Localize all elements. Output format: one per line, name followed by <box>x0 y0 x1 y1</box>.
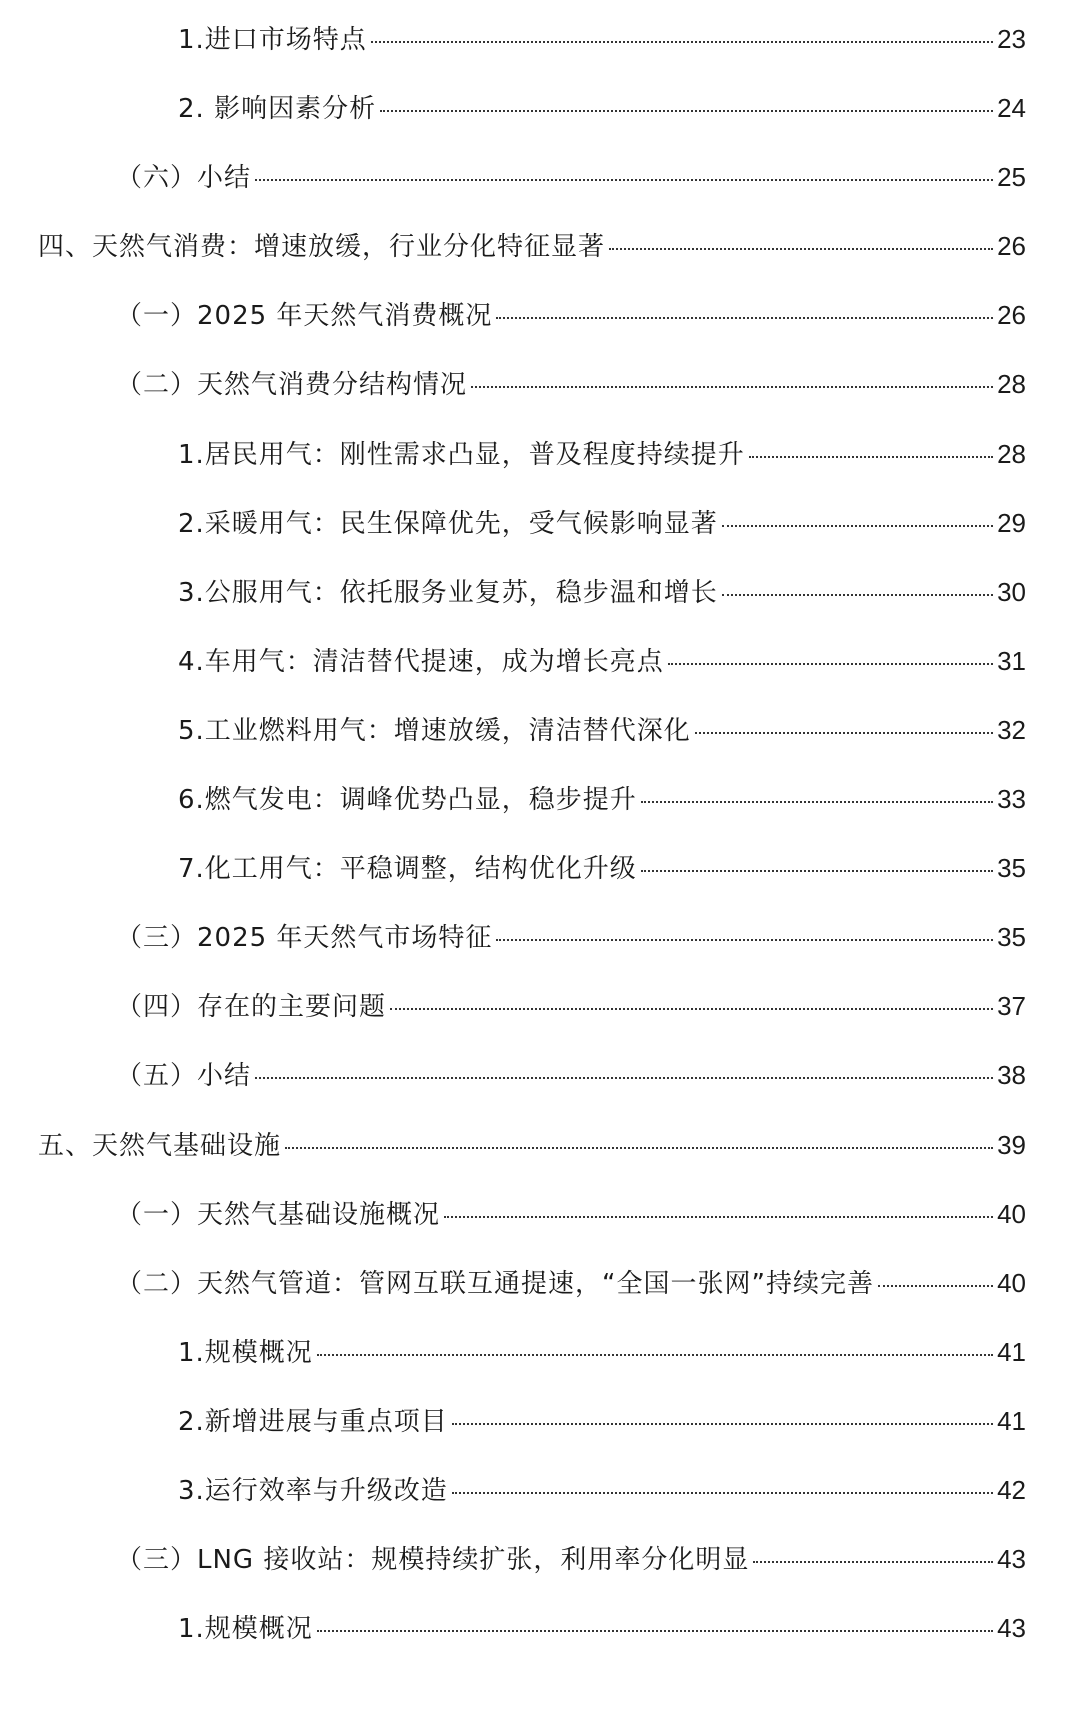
toc-dot-leader <box>641 801 993 803</box>
toc-entry-label: （二）天然气消费分结构情况 <box>116 370 468 401</box>
toc-entry[interactable] <box>0 641 1080 710</box>
toc-entry-label: （一）2025 年天然气消费概况 <box>116 301 493 332</box>
toc-page-number: 43 <box>997 1613 1026 1644</box>
toc-dot-leader <box>390 1008 993 1010</box>
toc-dot-leader <box>452 1492 993 1494</box>
toc-dot-leader <box>255 1077 993 1079</box>
toc-page-number: 26 <box>997 300 1026 331</box>
toc-entry-label: 1.规模概况 <box>178 1337 313 1368</box>
toc-dot-leader <box>371 41 993 43</box>
toc-page-number: 39 <box>997 1129 1026 1160</box>
toc-dot-leader <box>317 1630 993 1632</box>
toc-entry[interactable] <box>0 917 1080 986</box>
toc-page-number: 35 <box>997 922 1026 953</box>
toc-entry-label: 6.燃气发电：调峰优势凸显，稳步提升 <box>178 785 637 816</box>
toc-dot-leader <box>753 1561 993 1563</box>
toc-page-number: 29 <box>997 507 1026 538</box>
toc-entry[interactable] <box>0 295 1080 364</box>
toc-page-number: 26 <box>997 231 1026 262</box>
toc-dot-leader <box>496 317 993 319</box>
toc-entry-label: 四、天然气消费：增速放缓，行业分化特征显著 <box>38 232 606 263</box>
toc-dot-leader <box>878 1285 993 1287</box>
toc-dot-leader <box>722 594 993 596</box>
toc-entry-label: （三）2025 年天然气市场特征 <box>116 923 493 954</box>
toc-entry[interactable] <box>0 503 1080 572</box>
toc-page-number: 24 <box>997 93 1026 124</box>
toc-entry[interactable] <box>0 779 1080 848</box>
toc-dot-leader <box>695 732 993 734</box>
toc-page-number: 30 <box>997 576 1026 607</box>
toc-entry-label: 4.车用气：清洁替代提速，成为增长亮点 <box>178 646 664 677</box>
toc-dot-leader <box>255 179 993 181</box>
toc-page-number: 40 <box>997 1267 1026 1298</box>
toc-page-number: 25 <box>997 162 1026 193</box>
toc-page-number: 37 <box>997 991 1026 1022</box>
toc-dot-leader <box>668 663 993 665</box>
toc-page-number: 23 <box>997 24 1026 54</box>
toc-entry[interactable] <box>0 572 1080 641</box>
toc-dot-leader <box>609 248 993 250</box>
toc-entry[interactable] <box>0 364 1080 433</box>
toc-page-number: 43 <box>997 1544 1026 1575</box>
toc-page-number: 28 <box>997 438 1026 469</box>
toc-entry-label: （五）小结 <box>116 1061 252 1092</box>
toc-page-number: 32 <box>997 714 1026 745</box>
toc-entry[interactable] <box>0 1401 1080 1470</box>
toc-dot-leader <box>496 939 993 941</box>
toc-entry[interactable] <box>0 848 1080 917</box>
toc-entry-label: 五、天然气基础设施 <box>38 1130 282 1161</box>
toc-page-number: 38 <box>997 1060 1026 1091</box>
toc-entry[interactable] <box>0 434 1080 503</box>
toc-entry-label: （六）小结 <box>116 163 252 194</box>
toc-entry-label: （一）天然气基础设施概况 <box>116 1199 441 1230</box>
toc-entry[interactable] <box>0 1539 1080 1608</box>
toc-entry[interactable] <box>0 1125 1080 1194</box>
toc-entry[interactable] <box>0 1263 1080 1332</box>
toc-entry[interactable] <box>0 19 1080 88</box>
toc-page-number: 40 <box>997 1198 1026 1229</box>
toc-dot-leader <box>452 1423 993 1425</box>
toc-entry[interactable] <box>0 157 1080 226</box>
toc-page-number: 33 <box>997 784 1026 815</box>
toc-entry-label: 2. 影响因素分析 <box>178 94 377 125</box>
toc-entry[interactable] <box>0 710 1080 779</box>
toc-entry-label: （三）LNG 接收站：规模持续扩张，利用率分化明显 <box>116 1545 750 1576</box>
toc-entry[interactable] <box>0 1055 1080 1124</box>
toc-entry[interactable] <box>0 226 1080 295</box>
toc-entry-label: 1.居民用气：刚性需求凸显，普及程度持续提升 <box>178 439 745 470</box>
toc-entry[interactable] <box>0 986 1080 1055</box>
toc-entry-label: 5.工业燃料用气：增速放缓，清洁替代深化 <box>178 715 691 746</box>
toc-entry-label: 3.公服用气：依托服务业复苏，稳步温和增长 <box>178 577 718 608</box>
toc-dot-leader <box>444 1216 993 1218</box>
toc-dot-leader <box>471 386 993 388</box>
toc-page-number: 35 <box>997 853 1026 884</box>
toc-page-number: 41 <box>997 1405 1026 1436</box>
toc-entry-label: 2.新增进展与重点项目 <box>178 1406 448 1437</box>
toc-dot-leader <box>285 1147 993 1149</box>
toc-entry-label: 1.规模概况 <box>178 1614 313 1645</box>
toc-dot-leader <box>317 1354 993 1356</box>
toc-page-number: 42 <box>997 1474 1026 1505</box>
toc-entry[interactable] <box>0 1332 1080 1401</box>
toc-entry-label: 3.运行效率与升级改造 <box>178 1475 448 1506</box>
toc-dot-leader <box>641 870 993 872</box>
toc-entry-label: 2.采暖用气：民生保障优先，受气候影响显著 <box>178 508 718 539</box>
toc-page-number: 31 <box>997 645 1026 676</box>
toc-entry-label: （四）存在的主要问题 <box>116 992 387 1023</box>
toc-entry[interactable] <box>0 1608 1080 1677</box>
toc-dot-leader <box>749 456 993 458</box>
table-of-contents <box>0 19 1080 1677</box>
toc-page-number: 28 <box>997 369 1026 400</box>
toc-dot-leader <box>380 110 993 112</box>
toc-entry[interactable] <box>0 88 1080 157</box>
toc-entry[interactable] <box>0 1470 1080 1539</box>
toc-page-number: 41 <box>997 1336 1026 1367</box>
toc-entry[interactable] <box>0 1194 1080 1263</box>
toc-entry-label: 1.进口市场特点 <box>178 25 367 55</box>
toc-entry-label: 7.化工用气：平稳调整，结构优化升级 <box>178 854 637 885</box>
toc-dot-leader <box>722 525 993 527</box>
toc-entry-label: （二）天然气管道：管网互联互通提速，“全国一张网”持续完善 <box>116 1268 874 1299</box>
